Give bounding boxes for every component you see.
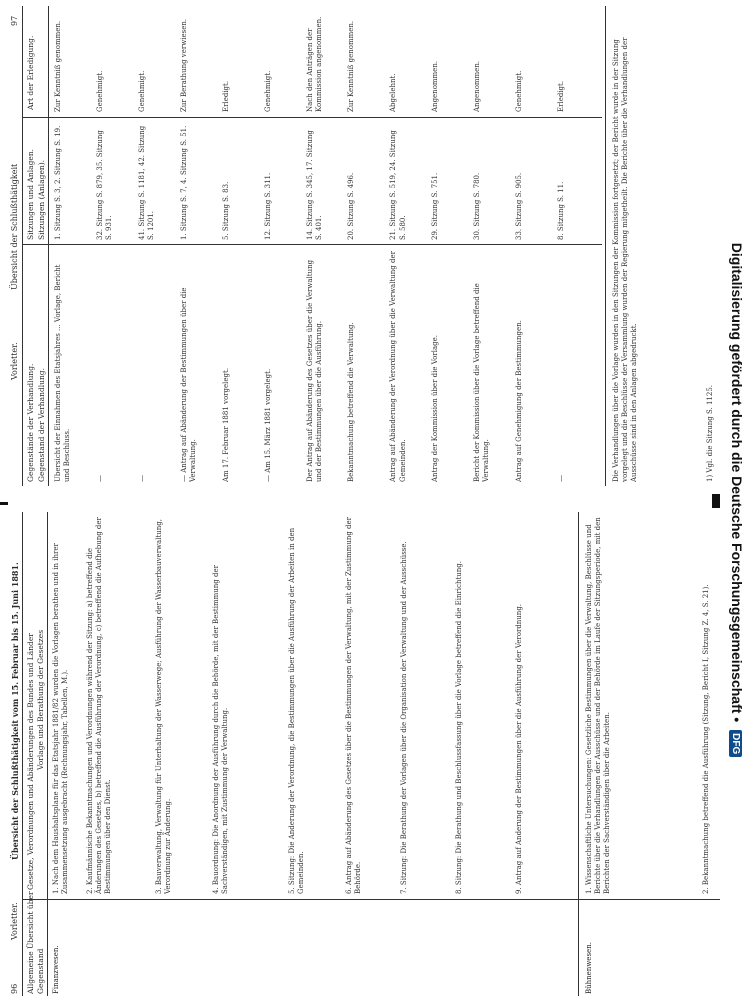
dfg-banner — [720, 0, 753, 1000]
row-result: Angenommen. — [431, 60, 440, 112]
right-col1-title: Gegenstände der Verhandlung. — [26, 363, 35, 482]
row-sessions: 20. Sitzung S. 496. — [347, 172, 356, 240]
dfg-banner-text: Digitalisierung gefördert durch die Deutsche Forschungsgemeinschaft • DFG — [720, 0, 753, 1000]
row-sessions: 30. Sitzung S. 780. — [473, 172, 482, 240]
row-subject: — — [557, 475, 566, 482]
left-col1-title: Allgemeine Übersicht über — [26, 891, 35, 994]
right-page-number: 97 — [10, 15, 19, 26]
row-subject: Der Antrag auf Abänderung des Gesetzes über die Verwaltung und der Bestimmungen über die Ausführung. — [305, 259, 323, 482]
row-result: Genehmigt. — [137, 70, 146, 112]
row-result: Nach den Anträgen der Kommission angenommen. — [305, 16, 323, 112]
dfg-logo: DFG — [729, 730, 742, 757]
right-footnote-ref: 1) Vgl. die Sitzung S. 1125. — [706, 384, 714, 482]
side-label-buehnen: Bühnenwesen. — [585, 942, 593, 994]
row-subject: Übersicht der Einnahmen des Etatsjahres ... Vorlage, Bericht und Beschluss. — [54, 264, 72, 482]
row-sessions: 29. Sitzung S. 751. — [431, 172, 440, 240]
right-col3-title: Art der Erledigung. — [26, 35, 35, 110]
left-block-8: 8. Sitzung: Die Berathung und Beschlussfassung über die Vorlage betreffend die Einrichtung. — [455, 561, 463, 894]
row-sessions: 32. Sitzung S. 879, 35. Sitzung S. 931. — [95, 130, 114, 240]
left-header-title: Übersicht der Schlußthätigkeit vom 15. Februar bis 15. Juni 1881. — [10, 562, 20, 860]
row-sessions: 21. Sitzung S. 519, 24. Sitzung S. 580. — [389, 130, 407, 240]
row-subject: Am 17. Februar 1881 vorgelegt. — [221, 367, 230, 482]
row-subject: Antrag der Kommission über die Vorlage. — [431, 335, 440, 482]
row-subject: Antrag auf Genehmigung der Bestimmungen. — [515, 320, 524, 482]
row-result: Genehmigt. — [515, 70, 524, 112]
left-block-4: 4. Bauordnung: Die Anordnung der Ausführung durch die Behörde, mit der Bestimmung der Sachverständigen, mit Zustimmung der Verwaltung. — [212, 565, 230, 894]
left-col2-title: Gesetze, Verordnungen und Abänderungen des Bundes und Länder — [26, 633, 35, 890]
left-block-2: 2. Kaufmännische Bekanntmachungen und Verordnungen während der Sitzung: a) betreffend die Änderungen des Gesetzes, b) betreffend die Ausführung der Verordnung, c) betreffend die Aufhebung der Bestimmungen über den Dienst. — [86, 517, 113, 894]
row-sessions: 1. Sitzung S. 3, 2. Sitzung S. 19. — [54, 125, 62, 240]
right-footnote: Die Verhandlungen über die Vorlage wurden in den Sitzungen der Kommission fortgesetzt; der Bericht wurde in der Sitzung vorgelegt und die Beschlüsse der Versammlung wurden der Regierung mitgetheilt. Die Berichte über die Verhandlungen der Ausschüsse sind in den Anlagen abgedruckt. — [612, 37, 639, 482]
row-result: Genehmigt. — [95, 70, 104, 112]
right-col2-title: Sitzungen und Anlagen. — [26, 148, 35, 240]
left-page-number: 96 — [10, 983, 19, 994]
left-col2-sub: Vorlage und Berathung der Gesetzes — [36, 629, 45, 770]
gutter-mark-top — [0, 502, 8, 505]
dfg-banner-label: Digitalisierung gefördert durch die Deutsche Forschungsgemeinschaft — [729, 242, 745, 714]
row-subject: — Antrag auf Abänderung der Bestimmungen über die Verwaltung. — [179, 287, 197, 482]
left-block-11: 2. Bekanntmachung betreffend die Ausführung (Sitzung, Bericht I, Sitzung Z. 4, S. 21). — [702, 584, 710, 894]
row-subject: — Am 15. März 1881 vorgelegt. — [263, 368, 272, 482]
left-block-9: 9. Antrag auf Änderung der Bestimmungen über die Ausführung der Verordnung. — [515, 603, 523, 894]
right-col2-sub: Sitzungen (Anlagen). — [37, 159, 46, 240]
right-col1-sub: Gegenstand der Verhandlung. — [37, 368, 46, 482]
row-result: Genehmigt. — [263, 70, 272, 112]
left-header-label: Vorletter. — [10, 902, 19, 940]
row-result: Abgelehnt. — [389, 73, 398, 112]
row-subject: — — [95, 475, 104, 482]
row-sessions: 14. Sitzung S. 345, 17. Sitzung S. 401. — [305, 130, 323, 240]
right-page — [0, 0, 753, 490]
left-col1-sub: Gegenstand — [36, 948, 45, 994]
side-label-finanz: Finanzwesen. — [52, 945, 60, 994]
left-block-6: 6. Antrag auf Abänderung des Gesetzes über die Bestimmungen der Verwaltung, mit der Zustimmung der Behörde. — [345, 516, 363, 894]
row-sessions: 33. Sitzung S. 905. — [515, 172, 524, 240]
row-result: Zur Berathung verwiesen. — [179, 18, 188, 112]
row-sessions: 12. Sitzung S. 311. — [263, 172, 272, 240]
left-block-10: 1. Wissenschaftliche Untersuchungen: Gesetzliche Bestimmungen über die Verwaltung, Beschlüsse und Berichte über die Verhandlungen der Ausschüsse und der Behörde im Laufe der Sitzungsperiode, mit den Berichten der Sachverständigen über die Arbeiten. — [585, 517, 612, 894]
row-sessions: 8. Sitzung S. 11. — [557, 181, 566, 240]
row-result: Erledigt. — [557, 80, 566, 112]
row-sessions: 5. Sitzung S. 83. — [221, 181, 230, 240]
row-result: Zur Kenntniß genommen. — [347, 20, 356, 112]
left-page — [0, 510, 753, 1000]
row-subject: — — [137, 475, 146, 482]
right-header-label: Vorletter. — [10, 342, 19, 380]
row-sessions: 41. Sitzung S. 1181, 42. Sitzung S. 1201. — [137, 125, 156, 240]
right-header-title: Übersicht der Schlußthätigkeit — [10, 163, 19, 290]
row-result: Zur Kenntniß genommen. — [54, 20, 62, 112]
row-subject: Antrag auf Abänderung der Verordnung über die Verwaltung der Gemeinden. — [389, 251, 407, 482]
left-block-5: 5. Sitzung: Die Änderung der Verordnung, die Bestimmungen über die Ausführung der Arbeiten in den Gemeinden. — [288, 527, 306, 894]
row-subject: Bekanntmachung betreffend die Verwaltung. — [347, 322, 356, 482]
left-block-7: 7. Sitzung: Die Berathung der Vorlagen über die Organisation der Verwaltung und der Ausschüsse. — [400, 541, 408, 894]
row-result: Erledigt. — [221, 80, 230, 112]
row-sessions: 1. Sitzung S. 7, 4. Sitzung S. 51. — [179, 125, 188, 240]
left-block-1: 1. Nach dem Haushaltsplane für das Etatsjahr 1881/82 wurden die Vorlagen berathen und in ihrer Zusammensetzung ausgebracht (Rechnungsjahr, Tabellen, M.). — [52, 543, 70, 894]
left-block-3: 3. Bauverwaltung, Verwaltung für Unterhaltung der Wasserwege; Ausführung der Wasserbauverwaltung, Verordnung zur Änderung. — [155, 519, 173, 894]
row-subject: Bericht der Kommission über die Vorlage betreffend die Verwaltung. — [473, 283, 491, 482]
row-result: Angenommen. — [473, 60, 482, 112]
